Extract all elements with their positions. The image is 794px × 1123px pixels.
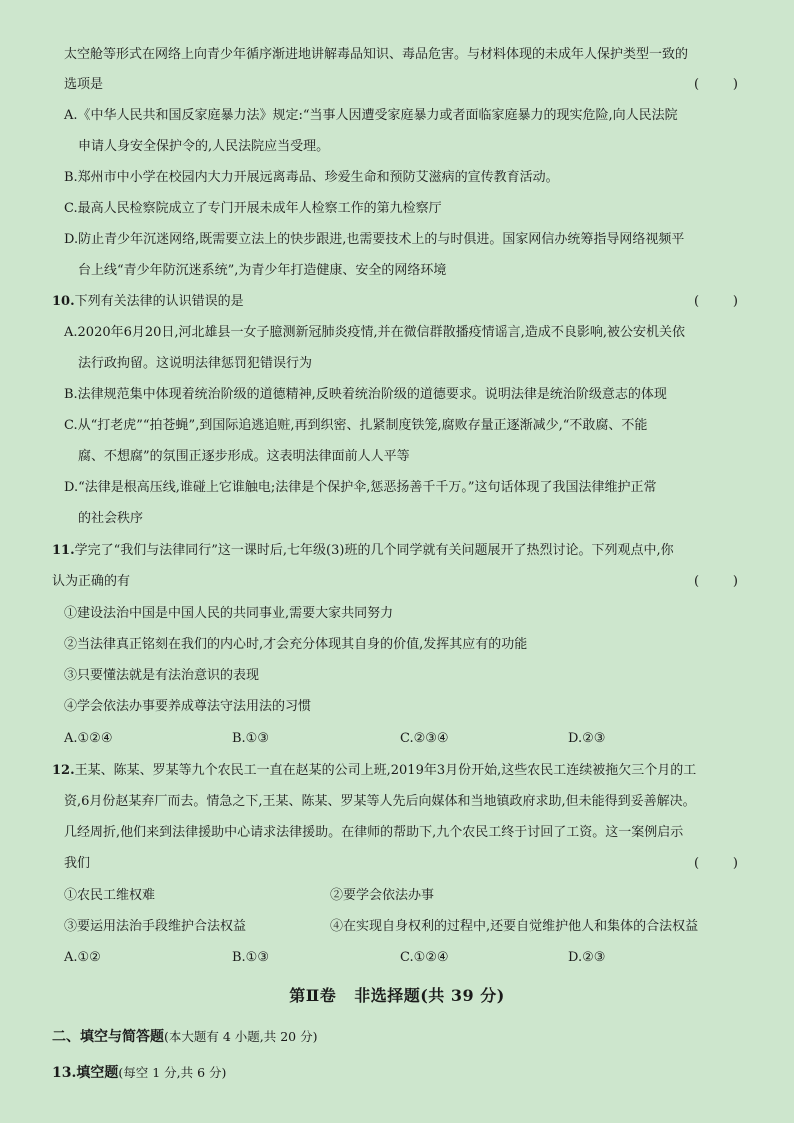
q13-heading (52, 1063, 226, 1083)
q12-stem-line-2: 资,6月份赵某弃厂而去。情急之下,王某、陈某、罗某等人先后向媒体和当地镇政府求助,但未能得到妥善解决。 (64, 794, 696, 809)
q12-choice-d: D.②③ (568, 950, 606, 965)
q12-stem-line-1: 12.王某、陈某、罗某等九个农民工一直在赵某的公司上班,2019年3月份开始,这些农民工连续被拖欠三个月的工 (52, 763, 697, 778)
answer-blank: ( ) (694, 294, 738, 309)
q12-stem-line-3: 几经周折,他们来到法律援助中心请求法律援助。在律师的帮助下,九个农民工终于讨回了工资。这一案例启示 (64, 825, 684, 840)
q10-option-c-line-2: 腐、不想腐”的氛围正逐步形成。这表明法律面前人人平等 (78, 449, 410, 464)
q10-option-d-line-2: 的社会秩序 (78, 511, 144, 526)
q11-item-1: ①建设法治中国是中国人民的共同事业,需要大家共同努力 (64, 606, 394, 621)
answer-blank: ( ) (694, 77, 738, 92)
part-2-label: 第Ⅱ卷 (289, 986, 337, 1005)
q12-stem-line-4: 我们 ( ) (0, 854, 794, 874)
q9-stem-line-1: 太空舱等形式在网络上向青少年循序渐进地讲解毒品知识、毒品危害。与材料体现的未成年人保护类型一致的 (64, 47, 689, 62)
q13-note: (每空 1 分,共 6 分) (118, 1065, 227, 1080)
q11-stem-line-2: 认为正确的有 ( ) (0, 572, 794, 592)
q11-choice-d: D.②③ (568, 731, 606, 746)
q9-option-b: B.郑州市中小学在校园内大力开展远离毒品、珍爱生命和预防艾滋病的宣传教育活动。 (64, 170, 559, 185)
q10-stem-text: 下列有关法律的认识错误的是 (74, 294, 244, 309)
q9-stem-line-2 (0, 75, 794, 95)
q11-item-3: ③只要懂法就是有法治意识的表现 (64, 668, 260, 683)
q9-option-c: C.最高人民检察院成立了专门开展未成年人检察工作的第九检察厅 (64, 201, 442, 216)
section-2-note: (本大题有 4 小题,共 20 分) (164, 1029, 318, 1044)
q11-item-4: ④学会依法办事要养成尊法守法用法的习惯 (64, 699, 312, 714)
q12-item-1: ①农民工维权难 (64, 888, 156, 903)
answer-blank: ( ) (694, 574, 738, 589)
q13-title: 13.填空题 (52, 1065, 119, 1081)
q10-option-d-line-1: D.“法律是根高压线,谁碰上它谁触电;法律是个保护伞,惩恶扬善千千万。”这句话体现了我国法律维护正常 (64, 480, 657, 495)
q11-choice-a: A.①②④ (64, 731, 113, 746)
q9-stem-text: 选项是 (64, 77, 104, 92)
q11-number: 11. (52, 543, 75, 558)
answer-blank: ( ) (694, 856, 738, 871)
q9-option-d-line-1: D.防止青少年沉迷网络,既需要立法上的快步跟进,也需要技术上的与时俱进。国家网信办统筹指导网络视频平 (64, 232, 685, 247)
q10-option-a-line-1: A.2020年6月20日,河北雄县一女子臆测新冠肺炎疫情,并在微信群散播疫情谣言,造成不良影响,被公安机关依 (64, 325, 685, 340)
q12-choice-b: B.①③ (232, 950, 269, 965)
q9-option-d-line-2: 台上线“青少年防沉迷系统”,为青少年打造健康、安全的网络环境 (78, 263, 447, 278)
q11-choice-c: C.②③④ (400, 731, 449, 746)
section-2-heading (52, 1027, 317, 1047)
q9-option-a-line-2: 申请人身安全保护令的,人民法院应当受理。 (78, 139, 330, 154)
q10-option-a-line-2: 法行政拘留。这说明法律惩罚犯错误行为 (78, 356, 313, 371)
part-2-heading (0, 984, 794, 1008)
q10-option-b: B.法律规范集中体现着统治阶级的道德精神,反映着统治阶级的道德要求。说明法律是统治阶级意志的体现 (64, 387, 667, 402)
q12-item-4: ④在实现自身权利的过程中,还要自觉维护他人和集体的合法权益 (330, 919, 699, 934)
q9-option-a-line-1: A.《中华人民共和国反家庭暴力法》规定:“当事人因遭受家庭暴力或者面临家庭暴力的现实危险,向人民法院 (64, 108, 678, 123)
q12-item-3: ③要运用法治手段维护合法权益 (64, 919, 247, 934)
q12-choice-c: C.①②④ (400, 950, 449, 965)
part-2-title: 非选择题(共 39 分) (354, 986, 505, 1005)
q12-item-2: ②要学会依法办事 (330, 888, 435, 903)
q10-stem (0, 292, 794, 312)
q11-item-2: ②当法律真正铭刻在我们的内心时,才会充分体现其自身的价值,发挥其应有的功能 (64, 637, 528, 652)
q10-option-c-line-1: C.从“打老虎”“拍苍蝇”,到国际追逃追赃,再到织密、扎紧制度铁笼,腐败存量正逐渐减少,“不敢腐、不能 (64, 418, 648, 433)
q11-choice-b: B.①③ (232, 731, 269, 746)
q10-number: 10. (52, 294, 75, 309)
q11-stem-line-1: 11.学完了“我们与法律同行”这一课时后,七年级(3)班的几个同学就有关问题展开了热烈讨论。下列观点中,你 (52, 543, 674, 558)
q12-number: 12. (52, 763, 75, 778)
q12-choice-a: A.①② (64, 950, 101, 965)
section-2-title: 二、填空与简答题 (52, 1029, 164, 1045)
